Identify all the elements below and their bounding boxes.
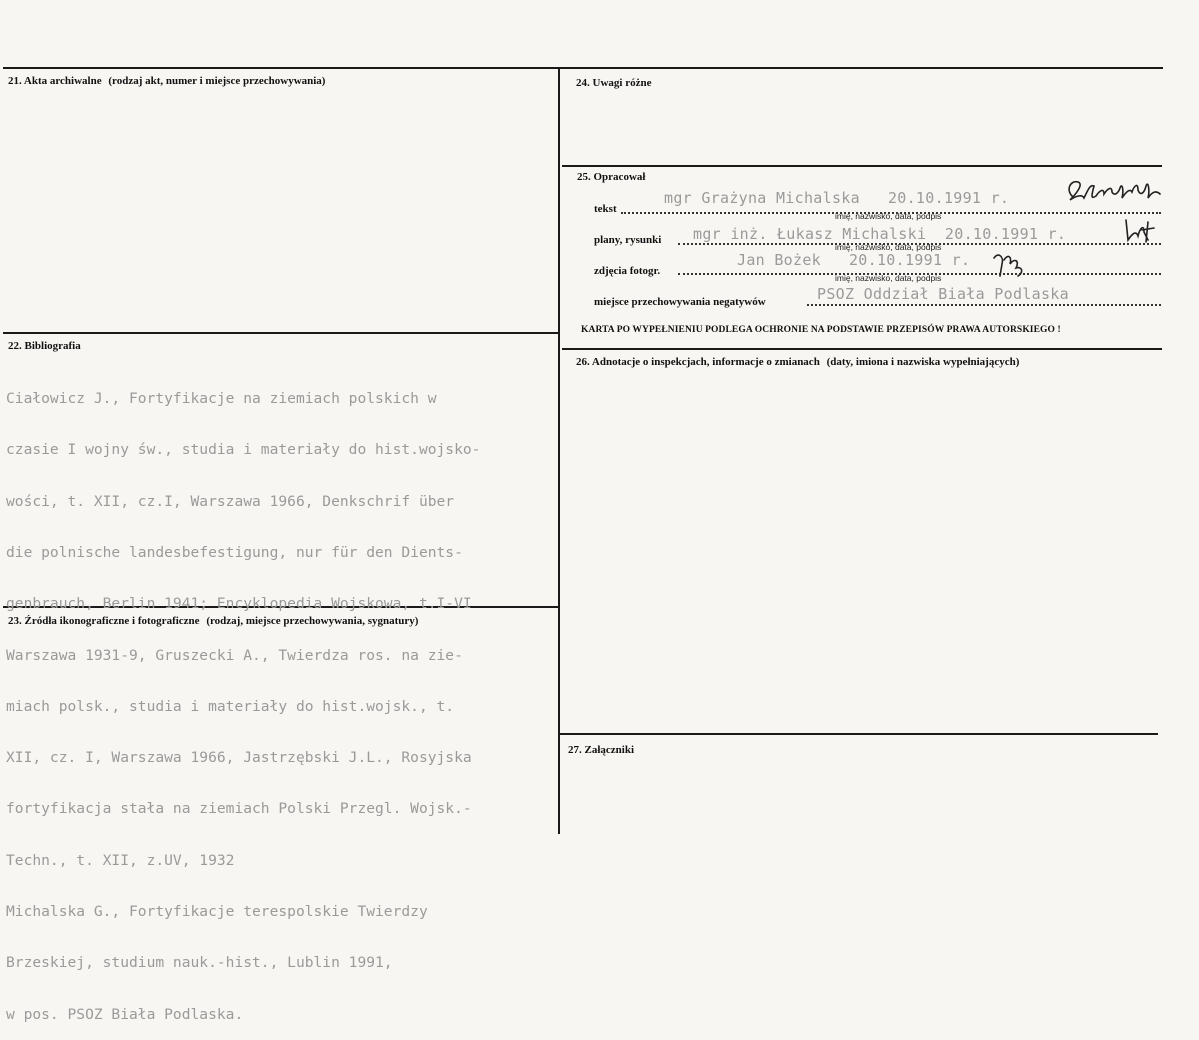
section-23-label [8, 615, 418, 627]
bibliography-line: die polnische landesbefestigung, nur für den Dients- [6, 544, 463, 562]
zdjecia-label: zdjęcia fotogr. [594, 265, 661, 277]
bibliography-line: Ciałowicz J., Fortyfikacje na ziemiach polskich w [6, 390, 437, 408]
bibliography-line: Techn., t. XII, z.UV, 1932 [6, 851, 235, 869]
section-27-label: 27. Załączniki [568, 744, 635, 756]
negatywy-dotted-line [807, 304, 1161, 306]
zdjecia-value: Jan Bożek 20.10.1991 r. [737, 251, 971, 269]
bibliography-line: Warszawa 1931-9, Gruszecki A., Twierdza ros. na zie- [6, 646, 463, 664]
bibliography-text [6, 356, 566, 1040]
bibliography-line: Michalska G., Fortyfikacje terespolskie Twierdzy [6, 903, 428, 920]
tekst-caption: imię, nazwisko, data, podpis [835, 211, 942, 221]
bibliography-line: XII, cz. I, Warszawa 1966, Jastrzębski J.L., Rosyjska [6, 749, 472, 767]
divider-24-25 [562, 165, 1162, 167]
bibliography-line: w pos. PSOZ Biała Podlaska. [6, 1005, 244, 1023]
section-25-label: 25. Opracował [577, 171, 646, 183]
tekst-label: tekst [594, 203, 617, 215]
section-23-title: 23. Źródła ikonograficzne i fotograficzne [8, 615, 200, 627]
plany-value: mgr inż. Łukasz Michalski 20.10.1991 r. [693, 225, 1067, 243]
section-22-label: 22. Bibliografia [8, 340, 81, 352]
plany-label: plany, rysunki [594, 234, 662, 246]
section-24-label: 24. Uwagi różne [576, 77, 652, 89]
section-26-title: 26. Adnotacje o inspekcjach, informacje o zmianach [576, 356, 820, 368]
signature-michalski-icon [1122, 216, 1162, 246]
bibliography-line: miach polsk., studia i materiały do hist.wojsk., t. [6, 697, 455, 715]
section-23-subtitle: (rodzaj, miejsce przechowywania, sygnatury) [206, 615, 419, 627]
divider-25-26 [562, 348, 1162, 350]
signature-michalska-icon [1062, 176, 1166, 212]
plany-caption: imię, nazwisko, data, podpis [835, 242, 942, 252]
section-26-label [576, 356, 1019, 368]
signature-bozek-icon [990, 250, 1030, 280]
bibliography-line: czasie I wojny św., studia i materiały do hist.wojsko- [6, 441, 481, 459]
section-21-label [8, 75, 325, 87]
negatywy-label: miejsce przechowywania negatywów [594, 296, 766, 308]
bibliography-line: Brzeskiej, studium nauk.-hist., Lublin 1991, [6, 954, 393, 972]
bibliography-line: fortyfikacja stała na ziemiach Polski Przegl. Wojsk.- [6, 800, 472, 818]
section-21-title: 21. Akta archiwalne [8, 75, 102, 87]
top-rule [3, 67, 1163, 69]
copyright-warning: KARTA PO WYPEŁNIENIU PODLEGA OCHRONIE NA PODSTAWIE PRZEPISÓW PRAWA AUTORSKIEGO ! [581, 325, 1061, 335]
divider-26-27 [560, 733, 1158, 735]
section-21-subtitle: (rodzaj akt, numer i miejsce przechowywania) [108, 75, 326, 87]
bibliography-line: genbrauch, Berlin 1941; Encyklopedia Wojskowa, t.I-VI [6, 595, 472, 613]
section-26-subtitle: (daty, imiona i nazwiska wypełniających) [826, 356, 1020, 368]
negatywy-value: PSOZ Oddział Biała Podlaska [817, 285, 1069, 303]
zdjecia-caption: imię, nazwisko, data, podpis [835, 273, 942, 283]
tekst-value: mgr Grażyna Michalska 20.10.1991 r. [664, 189, 1010, 207]
divider-21-22 [3, 332, 560, 334]
bibliography-line: wości, t. XII, cz.I, Warszawa 1966, Denkschrif über [6, 492, 455, 510]
